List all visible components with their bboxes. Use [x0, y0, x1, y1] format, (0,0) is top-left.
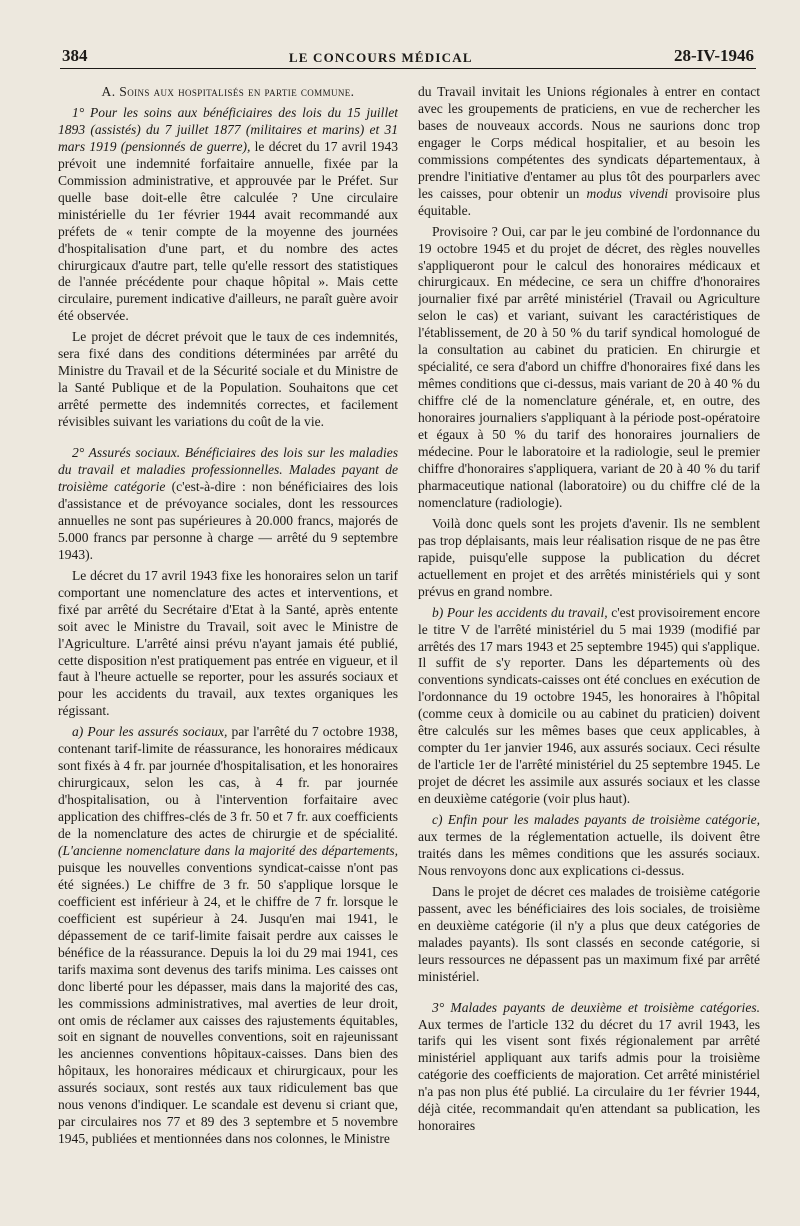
paragraph-lead: 1° Pour les soins aux bénéficiaires des lois du 15 juillet 1893 (assistés) du 7 juillet 1877 (militaires et marins) et 31 mars 1919 (pensionnés de guerre), [58, 104, 398, 154]
paragraph: Voilà donc quels sont les projets d'avenir. Ils ne semblent pas trop déplaisants, mais leur réalisation risque de ne pas être rapide, puisqu'elle suppose la publication du décret actuellement en projet et des arrêtés ministériels qui y sont prévus en grand nombre. [418, 515, 760, 599]
right-column [418, 84, 760, 1204]
paragraph-lead: 3° Malades payants de deuxième et troisième catégories. [432, 999, 760, 1015]
paragraph-lead: 2° Assurés sociaux. Bénéficiaires des lois sur les maladies du travail et maladies professionnelles. Malades payant de troisième catégorie [58, 445, 398, 494]
paragraph-text: du Travail invitait les Unions régionales à entrer en contact avec les groupements de praticiens, en vue de rechercher les bases de nouveaux accords. Nous ne saurions donc trop engager le Corps médical hospitalier, et au besoin les commissions compétentes des syndicats départementaux, à prendre l'initiative d'entamer au plus tôt des pourparlers avec les caisses, pour obtenir un [418, 84, 760, 201]
paragraph [418, 605, 760, 808]
paragraph-italic: (L'ancienne nomenclature dans la majorité des départements, [58, 842, 398, 858]
paragraph-text: provisoire plus équitable. [418, 185, 760, 218]
paragraph [418, 1000, 760, 1136]
paragraph: Le projet de décret prévoit que le taux de ces indemnités, sera fixé dans des conditions déterminées par arrêté du Ministre du Travail et de la Sécurité sociale et du Ministre de la Santé Publique et de la Population. Souhaitons que cet arrêté permette des indemnités correctes, et facilement révisibles suivant les variations du coût de la vie. [58, 329, 398, 430]
paragraph-text: puisque les nouvelles conventions syndicat-caisse n'ont pas été signées.) Le chiffre de 3 fr. 50 s'applique lorsque le coefficient est inférieur à 24, et le chiffre de 7 fr. lorsque le coefficient est supérieur à 24. Jusqu'en mai 1941, le dépassement de ce tarif-limite faisait perdre aux caisses le bénéfice de la réassurance. Depuis la loi du 29 mai 1941, ces tarifs maxima sont devenus des tarifs minima. Les caisses ont donc liberté pour les dépasser, mais dans la majorité des cas, les commissions administratives, mal averties de leur droit, ont omis de réclamer aux caisses des rajustements équitables, soit en signant de nouvelles conventions, soit en rajeunissant les anciennes conventions hôpitaux-caisses. Dans bien des hôpitaux, les honoraires médicaux et chirurgicaux, pour les assurés sociaux, sont restés aux taux ridiculement bas que nous venons d'indiquer. Le scandale est devenu si criant que, par circulaires nos 77 et 89 des 3 septembre et 5 novembre 1945, publiées et mentionnées dans nos colonnes, le Ministre [58, 859, 398, 1147]
paragraph-text: (c'est-à-dire : non bénéficiaires des lois d'assistance et de prévoyance sociales, dont les ressources annuelles ne sont pas supérieures à 20.000 francs, majorés de 5.000 francs par personne à charge — arrêté du 9 septembre 1943). [58, 478, 398, 562]
paragraph-text: c'est provisoirement encore le titre V de l'arrêté ministériel du 5 mai 1939 (modifié par arrêtés des 17 mars 1943 et 25 septembre 1945) qui s'applique. Il suffit de s'y reporter. Dans les départements où des conventions syndicats-caisses ont été conclues en exécution de l'ordonnance du 19 octobre 1945, les honoraires à l'hôpital (comme ceux à domicile ou au cabinet du praticien) doivent être calculés sur les mêmes bases que ceux applicables, à compter du 1er janvier 1946, aux assurés sociaux. Ceci résulte de l'article 1er de l'arrêté ministériel du 25 septembre 1945. Le projet de décret les assimile aux assurés sociaux et les classe en deuxième catégorie (voir plus haut). [418, 604, 760, 807]
journal-title: LE CONCOURS MÉDICAL [288, 50, 473, 65]
paragraph-lead: c) Enfin pour les malades payants de troisième catégorie, [432, 812, 760, 828]
paragraph-text: par l'arrêté du 7 octobre 1938, contenant tarif-limite de réassurance, les honoraires médicaux sont fixés à 4 fr. par journée d'hospitalisation, et les honoraires chirurgicaux, selon les cas, à 4 fr. par journée d'hospitalisation, ou à l'intervention forfaitaire avec application des chiffres-clés de 3 fr. 50 et 7 fr. aux coefficients de la nomenclature des actes de chirurgie et de spécialité. [58, 724, 398, 842]
header-rule [60, 68, 756, 69]
paragraph: Provisoire ? Oui, car par le jeu combiné de l'ordonnance du 19 octobre 1945 et du projet de décret, des règles nouvelles s'appliqueront pour le calcul des honoraires médicaux et chirurgicaux. En médecine, ce sera un chiffre d'honoraires journalier fixé par arrêté ministériel (Travail ou Agriculture selon le cas) et variant, suivant les caractéristiques de l'établissement, de 20 à 50 % du tarif syndical homologué de la consultation au cabinet du praticien. En chirurgie et spécialité, ce sera d'abord un chiffre d'honoraires fixé dans les mêmes conditions que ci-dessus, mais variant de 20 à 40 % du chiffre clé de la nomenclature générale, et, en outre, des honoraires journaliers s'appliquant à la période post-opératoire et égaux à 50 % du tarif des honoraires journaliers de médecine. Pour le laboratoire et la radiologie, seul le premier chiffre d'honoraires s'appliquera, variant de 20 à 40 % du tarif pharmaceutique national (laboratoire) ou du chiffre clé de la nomenclature (radiologie). [418, 223, 760, 510]
section-heading-a: A. Soins aux hospitalisés en partie commune. [101, 84, 355, 99]
paragraph: Dans le projet de décret ces malades de troisième catégorie passent, avec les bénéficiaires des lois sociales, de troisième en deuxième catégorie (il n'y a plus que deux catégories de malades payants). Ils sont classés en seconde catégorie, si leurs ressources ne dépassent pas un maximum fixé par arrêté ministériel. [418, 883, 760, 984]
paragraph-lead: a) Pour les assurés sociaux, [72, 724, 228, 740]
paragraph: Le décret du 17 avril 1943 fixe les honoraires selon un tarif comportant une nomenclature des actes et interventions, et fixé par arrêté du Secrétaire d'Etat à la Santé, après entente soit avec le Ministre du Travail, soit avec le Ministre de l'Agriculture. L'arrêté ainsi prévu n'ayant jamais été publié, cette disposition n'est pratiquement pas entrée en vigueur, et il faut à l'heure actuelle se reporter, pour les assurés sociaux et pour les accidents du travail, aux textes organiques les régissant. [58, 567, 398, 719]
paragraph-text: aux termes de la réglementation actuelle, ils doivent être traités dans les mêmes conditions que les assurés sociaux. Nous renvoyons donc aux explications ci-dessus. [418, 828, 760, 878]
paragraph [58, 105, 398, 325]
paragraph-text: le décret du 17 avril 1943 prévoit une indemnité forfaitaire annuelle, fixée par la Commission administrative, et approuvée par le Préfet. Sur quelle base doit-elle être calculée ? Une circulaire ministérielle du 1er février 1944 avait recommandé aux préfets de « tenir compte de la moyenne des journées d'hospitalisation d'une part, et du nombre des actes chirurgicaux d'autre part, telle qu'elle ressort des statistiques de l'année précédente pour chaque hôpital ». Mais cette circulaire, purement indicative d'ailleurs, ne paraît guère avoir été observée. [58, 138, 398, 324]
issue-date: 28-IV-1946 [674, 46, 754, 65]
paragraph-text: Aux termes de l'article 132 du décret du 17 avril 1943, les tarifs qui les visent sont fixés régionalement par arrêté ministériel appliquant aux tarifs admis pour la troisième catégorie des coefficients de majoration. Cet arrêté ministériel n'a pas non plus été publié. La circulaire du 1er février 1944, déjà citée, recommandait qu'en attendant sa publication, les honoraires [418, 1016, 760, 1134]
paragraph-italic: modus vivendi [586, 185, 669, 201]
page-number: 384 [62, 46, 88, 65]
paragraph [418, 812, 760, 880]
paragraph [418, 84, 760, 220]
left-column [58, 84, 398, 1204]
paragraph-lead: b) Pour les accidents du travail, [432, 604, 608, 620]
page-header [62, 40, 754, 66]
paragraph [58, 724, 398, 1148]
paragraph [58, 445, 398, 564]
